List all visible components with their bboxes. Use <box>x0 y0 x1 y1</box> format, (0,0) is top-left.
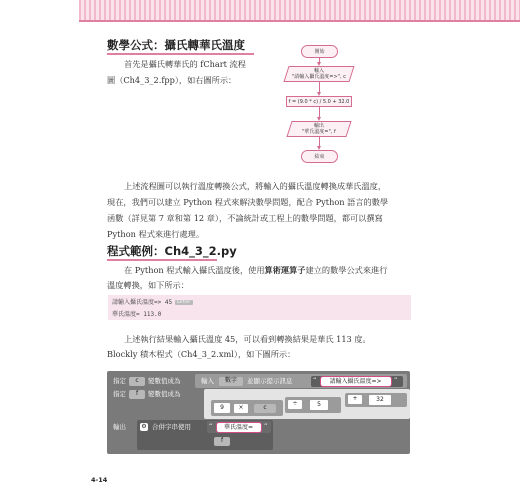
block-var-f2: f <box>214 437 230 446</box>
header-pattern-band <box>79 0 520 20</box>
section-heading-example: 程式範例：Ch4_3_2.py <box>107 244 237 258</box>
quote-close-icon: ” <box>264 422 268 430</box>
block-prompt-text-field: 請輸入攝氏溫度=> <box>320 376 392 387</box>
block-assign-mid: 變數值成為 <box>148 377 181 385</box>
block-var-f: f <box>129 390 145 399</box>
flowchart-process-node: f = (9.0 * c) / 5.0 + 32.0 <box>286 96 352 107</box>
result-line-2: Blockly 積木程式（Ch4_3_2.xml），如下圖所示： <box>107 349 296 359</box>
console-input-line: 請輸入攝氏溫度=> 45 Enter <box>112 299 191 306</box>
block-op-div: ÷ <box>288 400 302 409</box>
body-line-3: 函數（詳見第 7 章和第 12 章），不論統計或工程上的數學問題，都可以撰寫 <box>107 213 383 223</box>
block-output-text-field: 華氏溫度= <box>216 422 262 433</box>
header-rule <box>79 20 520 22</box>
section-heading-formula: 數學公式：攝氏轉華氏溫度 <box>107 38 245 52</box>
console-result-line: 華氏溫度= 113.0 <box>112 311 162 318</box>
block-assign-label: 指定 <box>113 390 126 398</box>
quote-open-icon: “ <box>209 422 213 430</box>
console-output-box <box>108 295 411 320</box>
section-heading-underline <box>107 259 217 261</box>
flowchart-output-text: "華氏溫度=", f <box>302 129 336 135</box>
block-var-c: c <box>129 377 145 386</box>
example-intro-line-2: 溫度轉換，如下所示： <box>107 280 189 290</box>
body-line-1: 上述流程圖可以執行溫度轉換公式，將輸入的攝氏溫度轉換成華氏溫度， <box>124 181 387 191</box>
block-join-label: 合併字串使用 <box>152 423 191 431</box>
page-number: 4-14 <box>91 476 108 484</box>
block-assign-mid: 變數值成為 <box>148 390 181 398</box>
block-num-5: 5 <box>310 400 328 410</box>
gear-icon: ⚙ <box>141 423 147 430</box>
result-line-1: 上述執行結果輸入攝氏溫度 45，可以看到轉換結果是華氏 113 度。 <box>124 334 371 344</box>
block-num-9: 9 <box>214 403 230 413</box>
flowchart-input-label: 輸入 <box>313 68 324 74</box>
body-line-2: 現在，我們可以建立 Python 程式來解決數學問題，配合 Python 語言的數學 <box>107 197 389 207</box>
flowchart-output-label: 輸出 <box>313 123 324 129</box>
block-input-label: 輸入 <box>201 377 214 385</box>
block-input-type-dropdown: 數字 <box>219 377 243 386</box>
block-assign-label: 指定 <box>113 377 126 385</box>
body-line-4: Python 程式來進行處理。 <box>107 229 205 239</box>
block-op-mul: × <box>234 404 248 413</box>
block-num-32: 32 <box>369 395 391 405</box>
quote-open-icon: “ <box>313 376 317 384</box>
block-op-add: + <box>348 395 362 404</box>
section-heading-underline <box>107 53 254 55</box>
flowchart-output-node <box>286 121 351 137</box>
enter-key-icon: Enter <box>177 300 191 305</box>
example-intro-line-1: 在 Python 程式輸入攝氏溫度後，使用算術運算子建立的數學公式來進行 <box>124 265 388 275</box>
flowchart-input-node <box>283 66 354 82</box>
intro-line-2: 圖（Ch4_3_2.fpp），如右圖所示： <box>107 75 237 85</box>
blockly-program-image <box>107 371 410 454</box>
quote-close-icon: ” <box>394 376 398 384</box>
block-var-c2: c <box>254 404 276 413</box>
intro-line-1: 首先是攝氏轉華氏的 fChart 流程 <box>124 59 246 69</box>
block-print-label: 輸出 <box>113 423 126 431</box>
flowchart-end-node: 結束 <box>301 150 338 163</box>
emphasis-operator: 算術運算子 <box>264 265 306 275</box>
flowchart-start-node: 開始 <box>301 45 338 58</box>
block-prompt-label: 並顯示提示訊息 <box>247 377 293 385</box>
flowchart-input-text: "請輸入攝氏溫度=>", c <box>292 74 346 80</box>
